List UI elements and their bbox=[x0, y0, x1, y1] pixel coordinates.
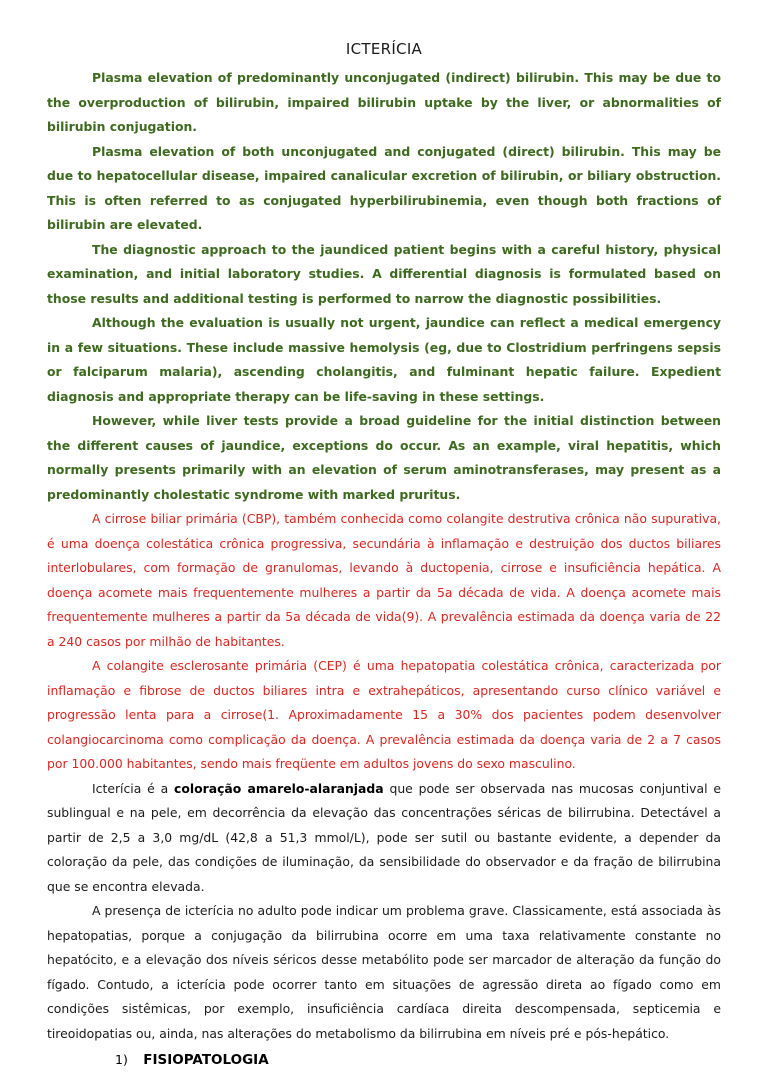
paragraph-cep: A colangite esclerosante primária (CEP) é uma hepatopatia colestática crônica, caracterizada por inflamação e fibrose de ductos biliares intra e extrahepáticos, apresentando curso clínico variável e progressão lenta para a cirrose(1. Aproximadamente 15 a 30% dos pacientes podem desenvolver colangiocarcinoma como complicação da doença. A prevalência estimada da doença varia de 2 a 7 casos por 100.000 habitantes, sendo mais freqüente em adultos jovens do sexo masculino. bbox=[47, 658, 721, 771]
ictericia-bold-term: coloração amarelo-alaranjada bbox=[173, 780, 384, 796]
paragraph-diagnostic-approach: The diagnostic approach to the jaundiced patient begins with a careful history, physical examination, and initial laboratory studies. A differential diagnosis is formulated based on those results and additional testing is performed to narrow the diagnostic possibilities. bbox=[47, 241, 721, 306]
paragraph-conjugated: Plasma elevation of both unconjugated and conjugated (direct) bilirubin. This may be due to hepatocellular disease, impaired canalicular excretion of bilirubin, or biliary obstruction. This is often referred to as conjugated hyperbilirubinemia, even though both fractions of bilirubin are elevated. bbox=[47, 143, 721, 232]
paragraph-cbp: A cirrose biliar primária (CBP), também conhecida como colangite destrutiva crônica não supurativa, é uma doença colestática crônica progressiva, secundária à inflamação e destruição dos ductos biliares interlobulares, com formação de granulomas, levando à ductopenia, cirrose e insuficiência hepática. A doença acomete mais frequentemente mulheres a partir da 5a década de vida. A doença acomete mais frequentemente mulheres a partir da 5a década de vida(9). A prevalência estimada da doença varia de 22 a 240 casos por milhão de habitantes. bbox=[47, 511, 721, 649]
section-heading bbox=[47, 1048, 721, 1072]
section-label: FISIOPATOLOGIA bbox=[143, 1052, 269, 1068]
ictericia-text-after: que pode ser observada nas mucosas conjuntival e sublingual e na pele, em decorrência da elevação das concentrações séricas de bilirrubina. Detectável a partir de 2,5 a 3,0 mg/dL (42,8 a 51,3 mmol/L), pode ser sutil ou bastante evidente, a depender da coloração da pele, das condições de iluminação, da sensibilidade do observador e da fração de bilirrubina que se encontra elevada. bbox=[47, 780, 721, 894]
paragraph-ictericia-definition bbox=[47, 777, 721, 900]
ictericia-text-before: Icterícia é a bbox=[92, 780, 174, 796]
section-number: 1) bbox=[115, 1052, 128, 1067]
document-title: ICTERÍCIA bbox=[345, 40, 423, 58]
paragraph-unconjugated: Plasma elevation of predominantly unconjugated (indirect) bilirubin. This may be due to the overproduction of bilirubin, impaired bilirubin uptake by the liver, or abnormalities of bilirubin conjugation. bbox=[47, 70, 721, 134]
paragraph-emergency: Although the evaluation is usually not urgent, jaundice can reflect a medical emergency in a few situations. These include massive hemolysis (eg, due to Clostridium perfringens sepsis or falciparum malaria), ascending cholangitis, and fulminant hepatic failure. Expedient diagnosis and appropriate therapy can be life-saving in these settings. bbox=[47, 315, 721, 404]
paragraph-presenca: A presença de icterícia no adulto pode indicar um problema grave. Classicamente, está associada às hepatopatias, porque a conjugação da bilirrubina ocorre em uma taxa relativamente constante no hepatócito, e a elevação dos níveis séricos desse metabólito pode ser marcador de alteração da função do fígado. Contudo, a icterícia pode ocorrer tanto em situações de agressão direta ao fígado como em condições sistêmicas, por exemplo, insuficiência cardíaca direita descompensada, septicemia e tireoidopatias ou, ainda, nas alterações do metabolismo da bilirrubina em níveis pré e pós-hepático. bbox=[47, 903, 721, 1041]
paragraph-liver-tests: However, while liver tests provide a broad guideline for the initial distinction between the different causes of jaundice, exceptions do occur. As an example, viral hepatitis, which normally presents primarily with an elevation of serum aminotransferases, may present as a predominantly cholestatic syndrome with marked pruritus. bbox=[47, 413, 721, 502]
